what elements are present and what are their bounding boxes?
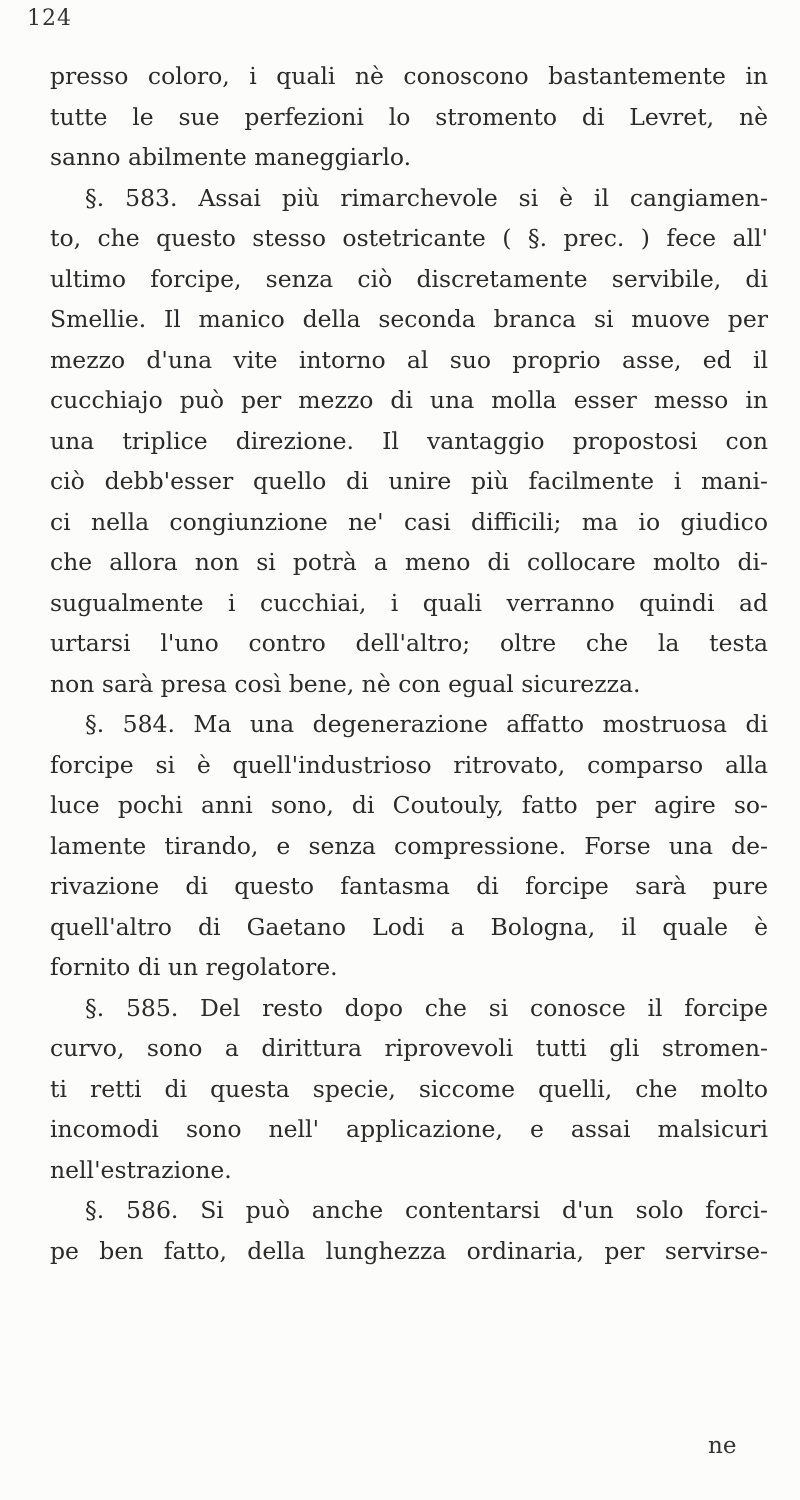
text-line: quell'altro di Gaetano Lodi a Bologna, il quale è xyxy=(50,912,768,941)
text-line: ultimo forcipe, senza ciò discretamente servibile, di xyxy=(50,264,768,293)
text-line: luce pochi anni sono, di Coutouly, fatto per agire so- xyxy=(50,791,768,819)
text-line: incomodi sono nell' applicazione, e assai malsicuri xyxy=(50,1115,768,1143)
text-line: pe ben fatto, della lunghezza ordinaria, per servirse- xyxy=(50,1236,768,1265)
text-line: mezzo d'una vite intorno al suo proprio asse, ed il xyxy=(50,345,768,374)
body-text xyxy=(50,56,768,1271)
text-line: tutte le sue perfezioni lo stromento di Levret, nè xyxy=(50,102,768,131)
text-line: nell'estrazione. xyxy=(50,1155,232,1184)
text-line: forcipe si è quell'industrioso ritrovato, comparso alla xyxy=(50,750,768,779)
text-line: to, che questo stesso ostetricante ( §. prec. ) fece all' xyxy=(50,224,768,252)
text-line: non sarà presa così bene, nè con egual sicurezza. xyxy=(50,669,641,698)
text-line: sugualmente i cucchiai, i quali verranno quindi ad xyxy=(50,588,768,617)
paragraph-586-start: §. 586. Si può anche contentarsi d'un solo forci- xyxy=(85,1196,768,1224)
paragraph-583-start: §. 583. Assai più rimarchevole si è il cangiamen- xyxy=(85,183,768,212)
page-number: 124 xyxy=(27,6,72,31)
text-line: ti retti di questa specie, siccome quelli, che molto xyxy=(50,1074,768,1103)
text-line: Smellie. Il manico della seconda branca si muove per xyxy=(50,305,768,333)
text-line: ci nella congiunzione ne' casi difficili; ma io giudico xyxy=(50,507,768,536)
text-line: fornito di un regolatore. xyxy=(50,953,338,981)
paragraph-584-start: §. 584. Ma una degenerazione affatto mostruosa di xyxy=(85,710,768,738)
text-line: cucchiajo può per mezzo di una molla esser messo in xyxy=(50,386,768,414)
paragraph-585-start: §. 585. Del resto dopo che si conosce il forcipe xyxy=(85,993,768,1022)
text-line: presso coloro, i quali nè conoscono bastantemente in xyxy=(50,62,768,90)
text-line: lamente tirando, e senza compressione. Forse una de- xyxy=(50,831,768,860)
catchword: ne xyxy=(708,1433,737,1459)
text-line: una triplice direzione. Il vantaggio propostosi con xyxy=(50,426,768,455)
text-line: rivazione di questo fantasma di forcipe sarà pure xyxy=(50,872,768,900)
text-line: che allora non si potrà a meno di collocare molto di- xyxy=(50,548,768,576)
text-line: urtarsi l'uno contro dell'altro; oltre che la testa xyxy=(50,629,768,657)
text-line: sanno abilmente maneggiarlo. xyxy=(50,143,412,171)
text-line: ciò debb'esser quello di unire più facilmente i mani- xyxy=(50,467,768,495)
text-line: curvo, sono a dirittura riprovevoli tutti gli stromen- xyxy=(50,1034,768,1062)
